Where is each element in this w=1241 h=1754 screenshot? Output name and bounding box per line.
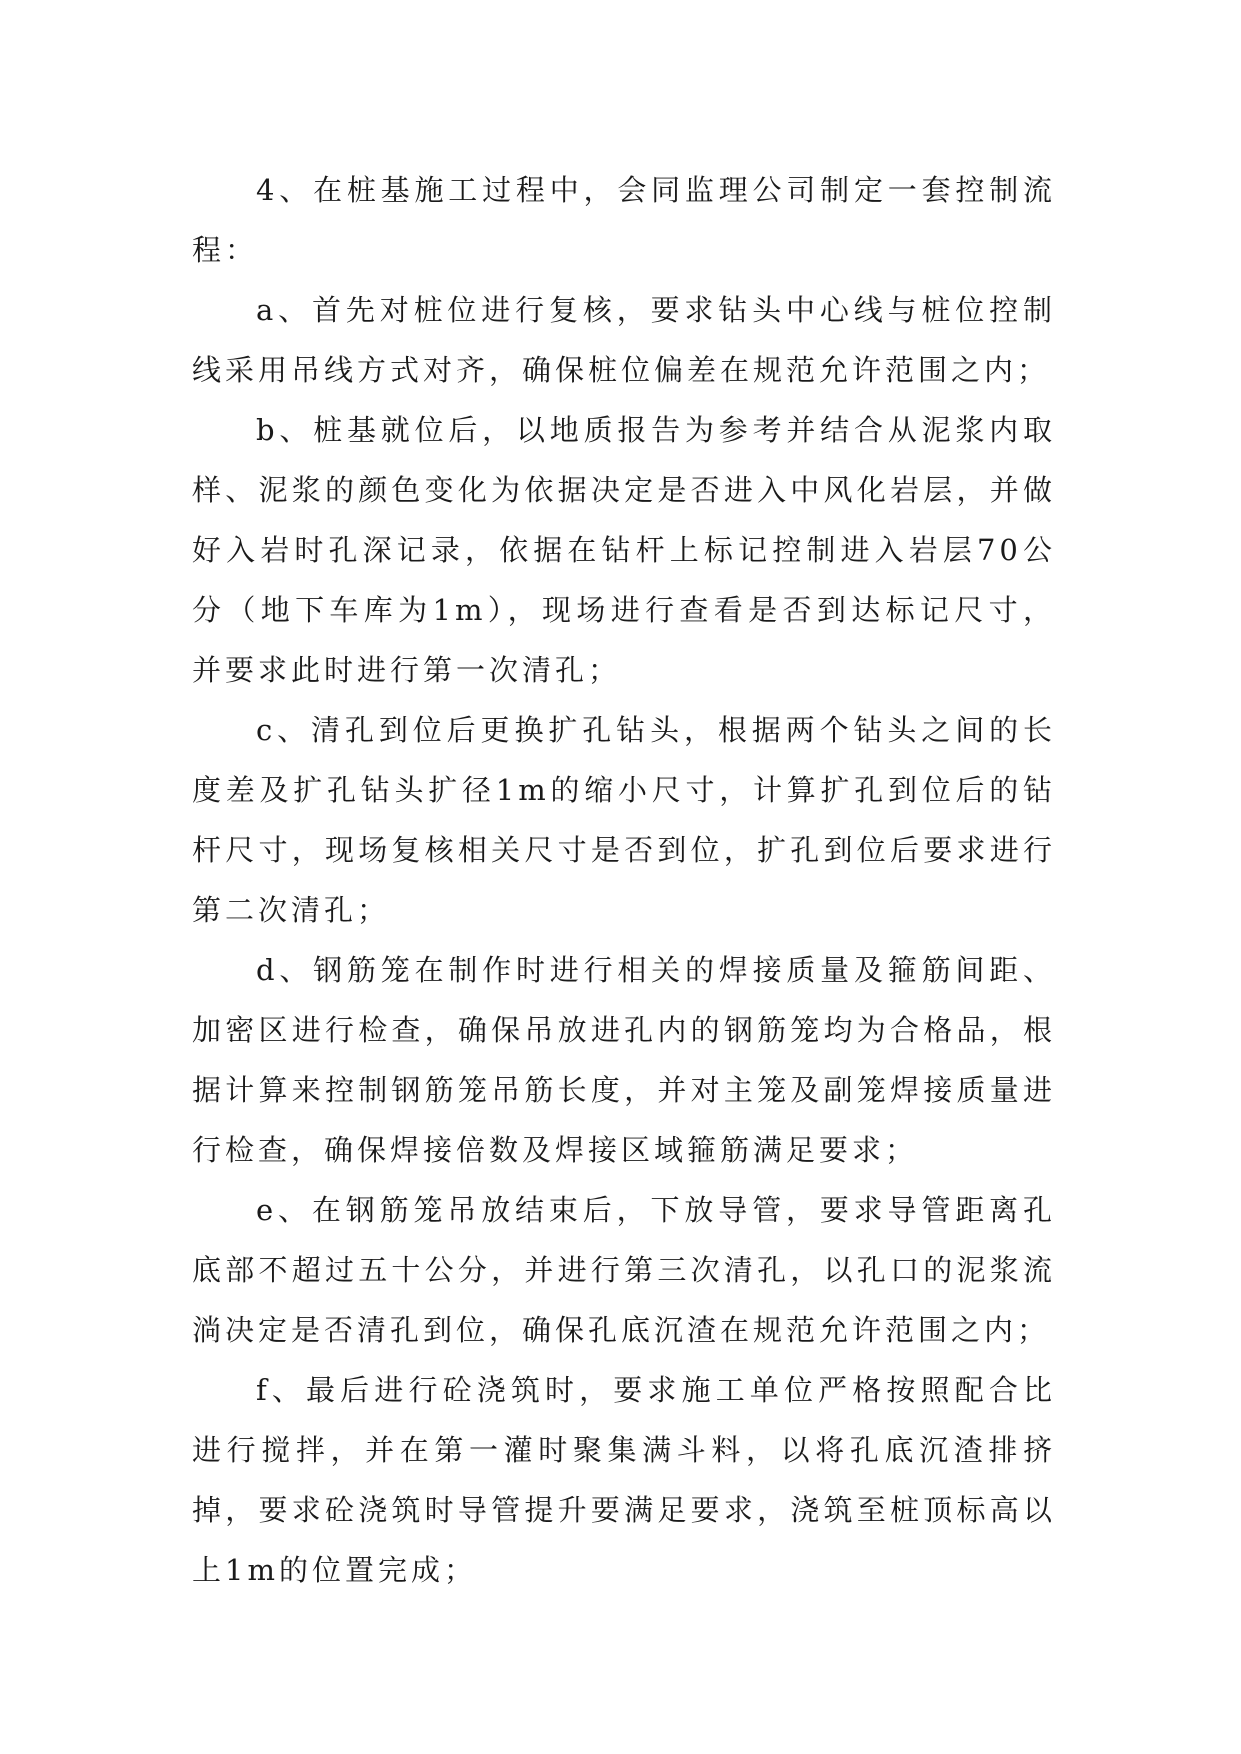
paragraph-step-c-hole-expansion: c、清孔到位后更换扩孔钻头，根据两个钻头之间的长度差及扩孔钻头扩径1m的缩小尺寸，计算扩孔到位后的钻杆尺寸，现场复核相关尺寸是否到位，扩孔到位后要求进行第二次清孔； <box>192 713 1056 927</box>
paragraph-control-process-intro: 4、在桩基施工过程中，会同监理公司制定一套控制流程： <box>192 173 1056 267</box>
paragraph-step-a-pile-position-check: a、首先对桩位进行复核，要求钻头中心线与桩位控制线采用吊线方式对齐，确保桩位偏差在规范允许范围之内； <box>192 293 1056 387</box>
document-page <box>192 160 1056 1600</box>
paragraph-step-f-concrete-pouring: f、最后进行砼浇筑时，要求施工单位严格按照配合比进行搅拌，并在第一灌时聚集满斗料，以将孔底沉渣排挤掉，要求砼浇筑时导管提升要满足要求，浇筑至桩顶标高以上1m的位置完成； <box>192 1373 1056 1587</box>
paragraph-step-b-rock-entry: b、桩基就位后，以地质报告为参考并结合从泥浆内取样、泥浆的颜色变化为依据决定是否进入中风化岩层，并做好入岩时孔深记录，依据在钻杆上标记控制进入岩层70公分（地下车库为1m），现场进行查看是否到达标记尺寸，并要求此时进行第一次清孔； <box>192 413 1056 687</box>
paragraph-step-e-conduit-placement: e、在钢筋笼吊放结束后，下放导管，要求导管距离孔底部不超过五十公分，并进行第三次清孔，以孔口的泥浆流淌决定是否清孔到位，确保孔底沉渣在规范允许范围之内； <box>192 1193 1056 1347</box>
paragraph-step-d-rebar-cage-check: d、钢筋笼在制作时进行相关的焊接质量及箍筋间距、加密区进行检查，确保吊放进孔内的钢筋笼均为合格品，根据计算来控制钢筋笼吊筋长度，并对主笼及副笼焊接质量进行检查，确保焊接倍数及焊接区域箍筋满足要求； <box>192 953 1056 1167</box>
